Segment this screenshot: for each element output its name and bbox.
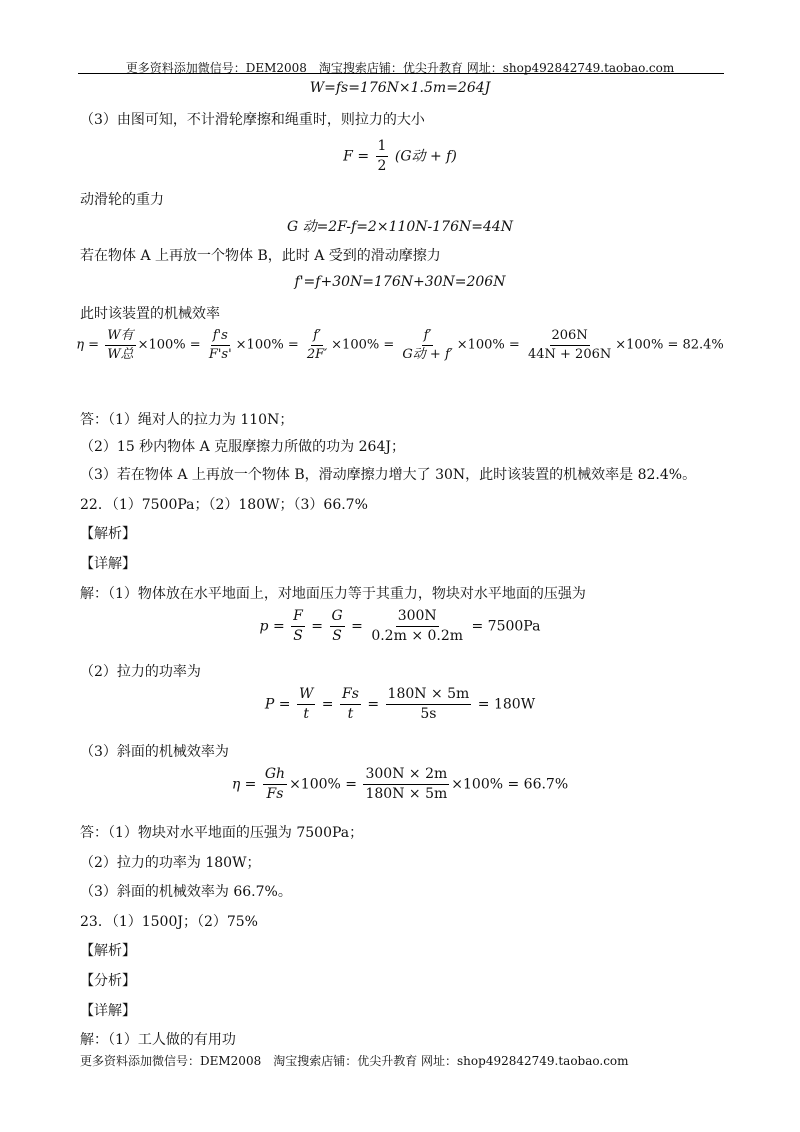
text-line: （2）拉力的功率为	[80, 664, 201, 680]
friction-equation: f'=f+30N=176N+30N=206N	[294, 274, 506, 290]
answer-line: （2）拉力的功率为 180W；	[80, 855, 261, 871]
work-equation: W=fs=176N×1.5m=264J	[309, 80, 491, 96]
formula-pull-force: F = $\frac{1}{2}$ (G动 + f)	[343, 138, 457, 174]
formula-pressure: p = $\frac{F}{S}$ = $\frac{G}{S}$ = $\frac{300N}{0.2m \times 0.2m}$ = 7500Pa	[259, 608, 541, 644]
formula-efficiency: η = $\frac{\text{W有}}{\text{W总}}$ ×100% = $\frac{f's}{F's'}$ ×100% = $\frac{f'}{2F'}$ ×100% = $\frac{f'}{\text{G动 + f′}}$ ×100% = $\frac{206N}{44N + 206N}$ ×100% = 82.4%	[76, 328, 724, 362]
answer-line: 答：（1）绳对人的拉力为 110N；	[80, 412, 294, 428]
formula-incline-efficiency: η = $\frac{Gh}{Fs}$ ×100% = $\frac{300N \times 2m}{180N \times 5m}$ ×100% = 66.7%	[231, 766, 569, 802]
text-line: （3）斜面的机械效率为	[80, 744, 229, 760]
text-line: 此时该装置的机械效率	[80, 306, 220, 322]
answer-line: （2）15 秒内物体 A 克服摩擦力所做的功为 264J；	[80, 439, 405, 455]
question-answer: 22．（1）7500Pa；（2）180W；（3）66.7%	[80, 497, 368, 513]
section-label: 【分析】	[80, 973, 136, 989]
question-answer: 23．（1）1500J；（2）75%	[80, 914, 258, 930]
text-line: 解：（1）工人做的有用功	[80, 1032, 236, 1048]
text-line: （3）由图可知，不计滑轮摩擦和绳重时，则拉力的大小	[80, 112, 425, 128]
answer-line: 答：（1）物块对水平地面的压强为 7500Pa；	[80, 825, 364, 841]
header-divider	[78, 73, 724, 74]
section-label: 【详解】	[80, 556, 136, 572]
section-label: 【详解】	[80, 1003, 136, 1019]
pulley-weight-equation: G 动=2F-f=2×110N-176N=44N	[286, 219, 514, 235]
section-label: 【解析】	[80, 943, 136, 959]
text-line: 解：（1）物体放在水平地面上，对地面压力等于其重力，物块对水平地面的压强为	[80, 586, 586, 602]
text-line: 若在物体 A 上再放一个物体 B，此时 A 受到的滑动摩擦力	[80, 248, 441, 264]
text-line: 动滑轮的重力	[80, 192, 164, 208]
formula-power: P = $\frac{W}{t}$ = $\frac{Fs}{t}$ = $\frac{180N \times 5m}{5s}$ = 180W	[264, 686, 536, 722]
answer-line: （3）若在物体 A 上再放一个物体 B，滑动摩擦力增大了 30N，此时该装置的机械效率是 82.4%。	[80, 467, 697, 483]
section-label: 【解析】	[80, 526, 136, 542]
page-footer: 更多资料添加微信号：DEM2008 淘宝搜索店铺：优尖升教育 网址：shop492842749.taobao.com	[80, 1054, 629, 1068]
answer-line: （3）斜面的机械效率为 66.7%。	[80, 884, 292, 900]
page-header: 更多资料添加微信号：DEM2008 淘宝搜索店铺：优尖升教育 网址：shop492842749.taobao.com	[125, 61, 675, 75]
